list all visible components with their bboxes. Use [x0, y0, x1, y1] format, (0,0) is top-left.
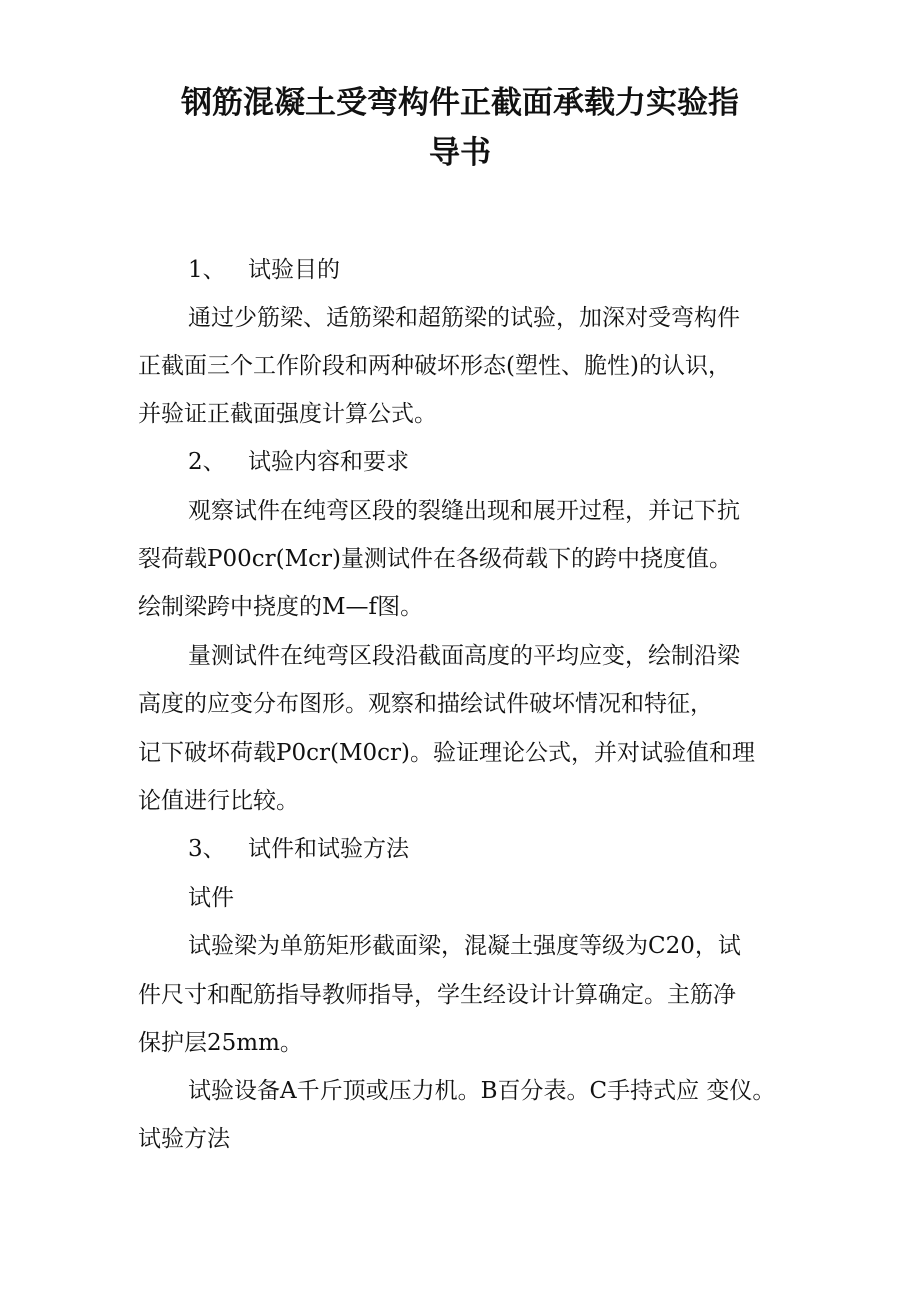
- paragraph-line: 通过少筋梁、适筋梁和超筋梁的试验，加深对受弯构件: [188, 305, 740, 331]
- paragraph-line: 试件: [188, 885, 234, 911]
- paragraph-line: 试验梁为单筋矩形截面梁，混凝土强度等级为C20，试: [188, 933, 741, 959]
- paragraph-line: 并验证正截面强度计算公式。: [138, 401, 437, 427]
- paragraph-line: 量测试件在纯弯区段沿截面高度的平均应变，绘制沿梁: [188, 643, 740, 669]
- section-number: 1、: [188, 257, 226, 283]
- paragraph-line: 绘制梁跨中挠度的M—f图。: [138, 594, 424, 620]
- section-title: 试验内容和要求: [248, 449, 409, 475]
- paragraph-line: 试验方法: [138, 1126, 230, 1152]
- paragraph-line: 试验设备A千斤顶或压力机。B百分表。C手持式应 变仪。: [188, 1078, 776, 1104]
- section-number: 3、: [188, 836, 226, 862]
- section-title: 试验目的: [248, 257, 340, 283]
- paragraph-line: 论值进行比较。: [138, 788, 299, 814]
- document-title-line-2: 导书: [429, 135, 491, 171]
- paragraph-line: 观察试件在纯弯区段的裂缝出现和展开过程，并记下抗: [188, 498, 740, 524]
- section-title: 试件和试验方法: [248, 836, 409, 862]
- paragraph-line: 裂荷载P00cr(Mcr)量测试件在各级荷载下的跨中挠度值。: [138, 546, 732, 572]
- document-title-line-1: 钢筋混凝土受弯构件正截面承载力实验指: [181, 85, 739, 121]
- paragraph-line: 高度的应变分布图形。观察和描绘试件破坏情况和特征，: [138, 691, 713, 717]
- section-number: 2、: [188, 449, 226, 475]
- paragraph-line: 保护层25mm。: [138, 1030, 303, 1056]
- section-heading-2: [188, 446, 409, 478]
- paragraph-line: 记下破坏荷载P0cr(M0cr)。验证理论公式，并对试验值和理: [138, 740, 755, 766]
- paragraph-line: 件尺寸和配筋指导教师指导，学生经设计计算确定。主筋净: [138, 982, 736, 1008]
- section-heading-3: [188, 833, 409, 865]
- section-heading-1: [188, 254, 340, 286]
- paragraph-line: 正截面三个工作阶段和两种破坏形态(塑性、脆性)的认识，: [138, 353, 731, 379]
